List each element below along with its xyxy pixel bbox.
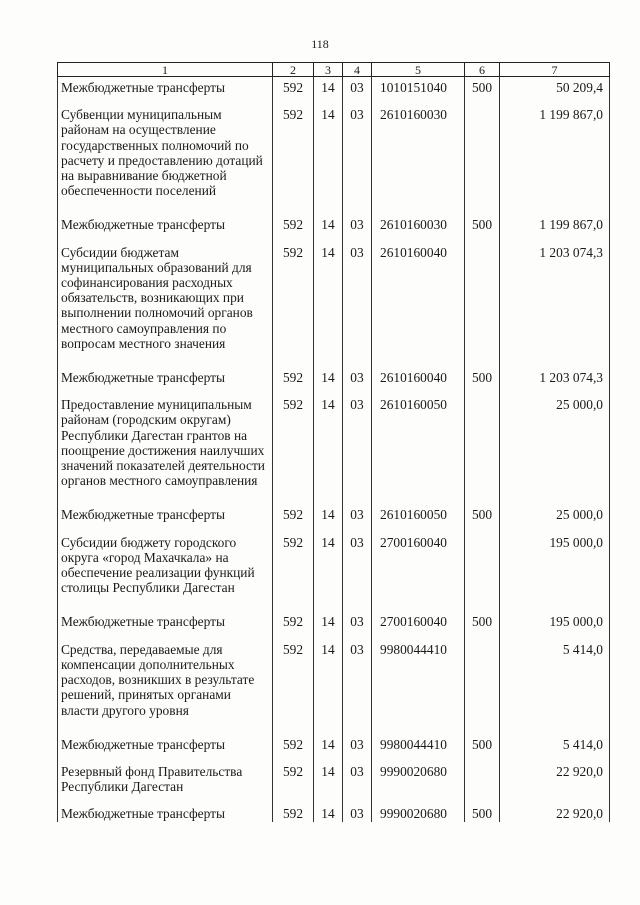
row-col4: 03 [343,397,372,507]
row-col4: 03 [343,370,372,397]
row-col7: 5 414,0 [500,737,610,764]
table-row [58,614,610,641]
row-col5: 2700160040 [372,535,465,615]
row-col7: 22 920,0 [500,764,610,806]
row-col6: 500 [465,737,500,764]
table-row [58,217,610,244]
row-name: Субсидии бюджету городского округа «город Махачкала» на обеспечение реализации функций столицы Республики Дагестан [58,535,273,615]
row-col6 [465,245,500,370]
row-col6 [465,397,500,507]
row-name: Предоставление муниципальным районам (городским округам) Республики Дагестан грантов на поощрение достижения наилучших значений показателей деятельности органов местного самоуправления [58,397,273,507]
row-col5: 2610160030 [372,217,465,244]
row-col6: 500 [465,370,500,397]
table-row [58,77,610,108]
table-row [58,370,610,397]
table-row [58,507,610,534]
row-col2: 592 [273,245,314,370]
row-col7: 25 000,0 [500,507,610,534]
row-col4: 03 [343,77,372,108]
table-row [58,737,610,764]
row-col5: 2610160050 [372,397,465,507]
row-col3: 14 [314,507,343,534]
row-col6: 500 [465,614,500,641]
row-col7: 195 000,0 [500,535,610,615]
row-name: Резервный фонд Правительства Республики Дагестан [58,764,273,806]
row-col3: 14 [314,397,343,507]
row-name: Межбюджетные трансферты [58,507,273,534]
row-col2: 592 [273,535,314,615]
row-col5: 2700160040 [372,614,465,641]
table-row [58,245,610,370]
row-col7: 1 199 867,0 [500,107,610,217]
row-col6 [465,642,500,737]
row-name: Межбюджетные трансферты [58,217,273,244]
row-col6: 500 [465,806,500,821]
row-col2: 592 [273,737,314,764]
row-name: Субвенции муниципальным районам на осуществление государственных полномочий по расчету и предоставлению дотаций на выравнивание бюджетной обеспеченности поселений [58,107,273,217]
row-name: Межбюджетные трансферты [58,737,273,764]
row-col7: 195 000,0 [500,614,610,641]
row-col5: 9990020680 [372,764,465,806]
row-col3: 14 [314,535,343,615]
row-col3: 14 [314,806,343,821]
row-col2: 592 [273,77,314,108]
column-header: 1 [58,63,273,77]
row-col5: 9990020680 [372,806,465,821]
row-col2: 592 [273,614,314,641]
row-col3: 14 [314,642,343,737]
row-col4: 03 [343,107,372,217]
row-col7: 1 203 074,3 [500,245,610,370]
row-name: Субсидии бюджетам муниципальных образований для софинансирования расходных обязательств, возникающих при выполнении полномочий органов местного самоуправления по вопросам местного значения [58,245,273,370]
row-col3: 14 [314,217,343,244]
budget-table [57,62,610,822]
row-name: Средства, передаваемые для компенсации дополнительных расходов, возникших в результате решений, принятых органами власти другого уровня [58,642,273,737]
row-col7: 25 000,0 [500,397,610,507]
row-col2: 592 [273,764,314,806]
row-col3: 14 [314,77,343,108]
row-col3: 14 [314,107,343,217]
row-col6: 500 [465,507,500,534]
row-col2: 592 [273,642,314,737]
column-header: 4 [343,63,372,77]
row-col4: 03 [343,217,372,244]
row-col2: 592 [273,107,314,217]
row-col7: 1 199 867,0 [500,217,610,244]
table-row [58,535,610,615]
row-col7: 1 203 074,3 [500,370,610,397]
table-row [58,107,610,217]
row-col2: 592 [273,370,314,397]
row-col4: 03 [343,642,372,737]
row-col6: 500 [465,217,500,244]
column-header: 6 [465,63,500,77]
row-col4: 03 [343,737,372,764]
row-col5: 2610160040 [372,370,465,397]
row-col4: 03 [343,614,372,641]
row-col3: 14 [314,370,343,397]
row-name: Межбюджетные трансферты [58,77,273,108]
row-col5: 2610160030 [372,107,465,217]
table-row [58,642,610,737]
row-col5: 2610160050 [372,507,465,534]
row-col4: 03 [343,806,372,821]
row-col4: 03 [343,245,372,370]
row-col2: 592 [273,507,314,534]
row-name: Межбюджетные трансферты [58,806,273,821]
row-col6 [465,535,500,615]
row-col4: 03 [343,535,372,615]
row-col2: 592 [273,806,314,821]
row-name: Межбюджетные трансферты [58,614,273,641]
row-name: Межбюджетные трансферты [58,370,273,397]
row-col7: 5 414,0 [500,642,610,737]
column-header: 7 [500,63,610,77]
row-col7: 22 920,0 [500,806,610,821]
row-col6 [465,107,500,217]
row-col6 [465,764,500,806]
row-col7: 50 209,4 [500,77,610,108]
row-col3: 14 [314,245,343,370]
table-row [58,764,610,806]
table-row [58,806,610,821]
row-col6: 500 [465,77,500,108]
row-col5: 2610160040 [372,245,465,370]
row-col4: 03 [343,764,372,806]
row-col2: 592 [273,397,314,507]
row-col5: 9980044410 [372,642,465,737]
row-col4: 03 [343,507,372,534]
row-col3: 14 [314,614,343,641]
row-col5: 1010151040 [372,77,465,108]
row-col5: 9980044410 [372,737,465,764]
row-col2: 592 [273,217,314,244]
column-header: 3 [314,63,343,77]
table-row [58,397,610,507]
column-header: 2 [273,63,314,77]
row-col3: 14 [314,737,343,764]
column-header: 5 [372,63,465,77]
row-col3: 14 [314,764,343,806]
page-number: 118 [311,37,329,51]
header-row [58,63,610,77]
